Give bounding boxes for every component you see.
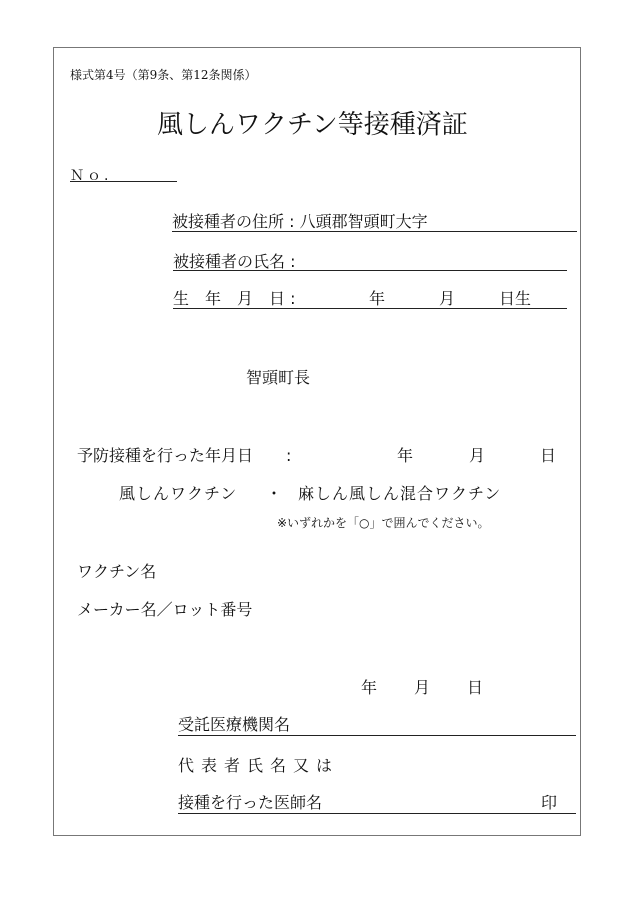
name-field-line (173, 270, 567, 271)
vaccine-option-separator: ・ (266, 484, 283, 503)
vaccine-option-mr: 麻しん風しん混合ワクチン (298, 484, 502, 503)
signature-month: 月 (414, 678, 431, 697)
signature-day: 日 (467, 678, 484, 697)
institution-label: 受託医療機関名 (178, 715, 291, 734)
certificate-frame (53, 47, 581, 836)
number-label: Ｎｏ. (70, 168, 112, 184)
issuer: 智頭町長 (246, 368, 311, 387)
vaccination-date-label: 予防接種を行った年月日 (77, 446, 254, 465)
form-number: 様式第4号（第9条、第12条関係） (70, 68, 257, 82)
vaccine-name-label: ワクチン名 (77, 562, 157, 581)
vaccine-option-rubella: 風しんワクチン (119, 484, 238, 503)
address-label: 被接種者の住所 : 八頭郡智頭町大字 (172, 212, 428, 231)
vaccination-month: 月 (469, 446, 486, 465)
institution-field-line (178, 735, 576, 736)
vaccination-day: 日 (540, 446, 557, 465)
birth-field-line (173, 308, 567, 309)
name-label: 被接種者の氏名 : (173, 252, 296, 271)
address-field-line (172, 231, 577, 232)
birth-year: 年 (369, 289, 386, 308)
representative-label: 代表者氏名又は (178, 756, 340, 775)
seal-label: 印 (541, 793, 558, 812)
page-title: 風しんワクチン等接種済証 (157, 110, 468, 140)
vaccination-date-colon: : (286, 446, 292, 465)
signature-year: 年 (361, 678, 378, 697)
birth-label: 生 年 月 日 : (173, 289, 296, 308)
doctor-label: 接種を行った医師名 (178, 793, 323, 812)
number-field-line (70, 181, 177, 182)
vaccine-option-note: ※いずれかを「○」で囲んでください。 (277, 516, 490, 530)
birth-day: 日生 (499, 289, 532, 308)
doctor-field-line (178, 813, 576, 814)
birth-month: 月 (439, 289, 456, 308)
maker-lot-label: メーカー名／ロット番号 (77, 600, 253, 619)
vaccination-year: 年 (397, 446, 414, 465)
